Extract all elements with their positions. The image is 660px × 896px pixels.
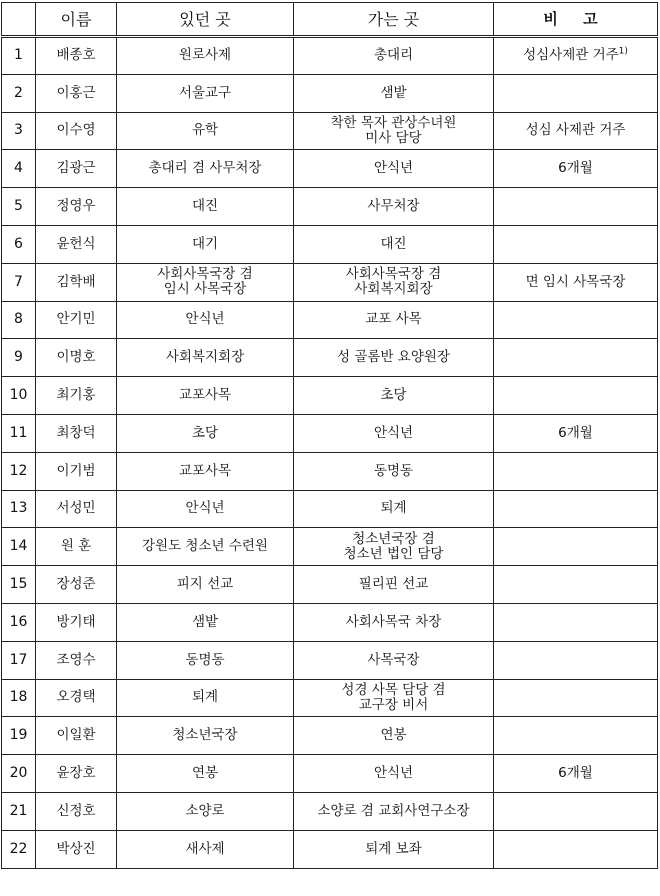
footnote-marker: 1) [618, 46, 628, 57]
previous-post-text: 피지 선교 [176, 576, 234, 593]
person-name [36, 37, 117, 75]
row-number [2, 452, 36, 490]
person-name-text: 박상진 [56, 840, 96, 857]
previous-post-text: 사회사목국장 겸 임시 사목국장 [157, 266, 253, 298]
previous-post [117, 528, 294, 566]
row-number-text: 5 [14, 198, 23, 215]
person-name [36, 150, 117, 188]
previous-post [117, 263, 294, 301]
new-post [294, 603, 494, 641]
new-post-text: 퇴계 [380, 500, 407, 517]
person-name [36, 414, 117, 452]
person-name-text: 오경택 [56, 689, 96, 706]
person-name-text: 이기범 [56, 462, 96, 479]
new-post [294, 112, 494, 150]
row-number-text: 7 [14, 273, 23, 290]
new-post-text: 교포 사목 [365, 311, 422, 328]
remarks [494, 792, 658, 830]
previous-post-text: 안식년 [185, 311, 225, 328]
row-number [2, 112, 36, 150]
remarks [494, 188, 658, 226]
row-number-text: 4 [14, 160, 23, 177]
remarks [494, 301, 658, 339]
row-number [2, 792, 36, 830]
row-number-text: 16 [9, 613, 28, 630]
person-name-text: 김학배 [56, 273, 96, 290]
row-number-text: 6 [14, 235, 23, 252]
new-post-text: 사무처장 [367, 198, 420, 215]
previous-post-text: 총대리 겸 사무처장 [148, 160, 262, 177]
header-row [2, 3, 658, 37]
previous-post-text: 교포사목 [178, 462, 232, 479]
person-name-text: 장성준 [56, 576, 96, 593]
previous-post-text: 사회복지회장 [165, 349, 245, 366]
person-name-text: 원 훈 [60, 538, 92, 555]
person-name-text: 방기태 [56, 613, 96, 630]
previous-post-text: 강원도 청소년 수련원 [142, 538, 268, 555]
person-name-text: 서성민 [56, 500, 96, 517]
person-name-text: 배종호 [56, 47, 96, 64]
new-post [294, 755, 494, 793]
row-number-text: 22 [9, 840, 28, 857]
remarks [494, 74, 658, 112]
previous-post [117, 566, 294, 604]
previous-post-text: 안식년 [185, 500, 225, 517]
row-number [2, 150, 36, 188]
person-name [36, 528, 117, 566]
row-number-text: 2 [14, 84, 23, 101]
row-number [2, 301, 36, 339]
table-row [2, 603, 658, 641]
remarks-text: 6개월 [558, 424, 593, 441]
new-post-text: 퇴계 보좌 [365, 840, 422, 857]
person-name-text: 윤헌식 [56, 235, 96, 252]
row-number-text: 8 [14, 311, 23, 328]
person-name [36, 188, 117, 226]
previous-post [117, 679, 294, 717]
previous-post [117, 603, 294, 641]
remarks [494, 755, 658, 793]
person-name [36, 263, 117, 301]
row-number [2, 528, 36, 566]
previous-post [117, 150, 294, 188]
previous-post-text: 대진 [191, 198, 219, 215]
remarks [494, 566, 658, 604]
new-post [294, 263, 494, 301]
new-post-text: 성 골롬반 요양원장 [337, 349, 450, 366]
previous-post [117, 830, 294, 868]
person-name [36, 377, 117, 415]
new-post [294, 74, 494, 112]
remarks [494, 641, 658, 679]
previous-post-text: 원로사제 [178, 47, 232, 64]
new-post-text: 총대리 [373, 47, 414, 64]
remarks [494, 528, 658, 566]
person-name-text: 신정호 [56, 802, 96, 819]
remarks-text: 6개월 [558, 160, 593, 177]
remarks [494, 112, 658, 150]
table-body [2, 37, 658, 869]
person-name-text: 최기홍 [56, 387, 96, 404]
row-number [2, 830, 36, 868]
new-post [294, 188, 494, 226]
person-name-text: 이홍근 [56, 84, 96, 101]
new-post-text: 초당 [380, 387, 407, 404]
table-row [2, 717, 658, 755]
person-name [36, 339, 117, 377]
person-name [36, 112, 117, 150]
new-post-text: 필리핀 선교 [358, 576, 429, 593]
new-post-text: 착한 목자 관상수녀원 미사 담당 [330, 114, 457, 146]
remarks [494, 377, 658, 415]
person-name-text: 김광근 [56, 160, 96, 177]
person-name [36, 566, 117, 604]
new-post [294, 301, 494, 339]
new-post [294, 641, 494, 679]
header-to: 가는 곳 [294, 3, 494, 37]
person-name [36, 74, 117, 112]
remarks-text: 6개월 [558, 765, 593, 782]
row-number-text: 17 [9, 651, 28, 668]
remarks [494, 37, 658, 75]
previous-post [117, 452, 294, 490]
row-number [2, 679, 36, 717]
new-post [294, 792, 494, 830]
new-post [294, 452, 494, 490]
previous-post [117, 188, 294, 226]
row-number-text: 10 [9, 387, 28, 404]
assignment-table [1, 2, 658, 869]
new-post [294, 414, 494, 452]
remarks [494, 150, 658, 188]
table-row [2, 679, 658, 717]
previous-post-text: 대기 [191, 235, 219, 252]
previous-post [117, 112, 294, 150]
remarks-text: 성심 사제관 거주 [525, 122, 626, 139]
remarks [494, 263, 658, 301]
table-row [2, 490, 658, 528]
previous-post [117, 301, 294, 339]
person-name-text: 이명호 [56, 349, 96, 366]
person-name [36, 225, 117, 263]
new-post-text: 안식년 [373, 424, 414, 441]
new-post-text: 연봉 [380, 727, 407, 744]
row-number [2, 377, 36, 415]
previous-post [117, 377, 294, 415]
table-row [2, 301, 658, 339]
previous-post [117, 339, 294, 377]
remarks [494, 414, 658, 452]
previous-post [117, 755, 294, 793]
new-post [294, 490, 494, 528]
new-post [294, 566, 494, 604]
new-post-text: 안식년 [373, 160, 414, 177]
new-post [294, 717, 494, 755]
remarks [494, 225, 658, 263]
new-post-text: 동명동 [373, 462, 414, 479]
previous-post-text: 유학 [191, 122, 219, 139]
row-number-text: 9 [14, 349, 23, 366]
new-post [294, 225, 494, 263]
table-row [2, 112, 658, 150]
person-name-text: 이수영 [56, 122, 96, 139]
table-row [2, 263, 658, 301]
row-number-text: 20 [9, 765, 28, 782]
previous-post [117, 641, 294, 679]
person-name [36, 755, 117, 793]
row-number-text: 11 [9, 424, 28, 441]
table-row [2, 641, 658, 679]
person-name [36, 679, 117, 717]
person-name [36, 641, 117, 679]
remarks-text: 성심사제관 거주 [523, 47, 619, 64]
new-post-text: 안식년 [373, 765, 414, 782]
new-post-text: 대진 [380, 235, 407, 252]
previous-post-text: 교포사목 [178, 387, 232, 404]
table-row [2, 339, 658, 377]
header-from: 있던 곳 [117, 3, 294, 37]
person-name-text: 정영우 [56, 198, 96, 215]
remarks [494, 830, 658, 868]
previous-post-text: 서울교구 [178, 84, 232, 101]
table-row [2, 37, 658, 75]
table-row [2, 566, 658, 604]
new-post-text: 사회사목국장 겸 사회복지회장 [345, 266, 442, 298]
row-number-text: 1 [14, 47, 23, 64]
new-post-text: 성경 사목 담당 겸 교구장 비서 [341, 681, 446, 713]
previous-post [117, 414, 294, 452]
row-number [2, 339, 36, 377]
new-post-text: 청소년국장 겸 청소년 법인 담당 [343, 530, 444, 562]
new-post [294, 830, 494, 868]
row-number [2, 188, 36, 226]
table-row [2, 792, 658, 830]
new-post [294, 528, 494, 566]
header-note: 비 고 [494, 3, 658, 37]
person-name-text: 안기민 [56, 311, 96, 328]
table-row [2, 528, 658, 566]
previous-post [117, 717, 294, 755]
table-row [2, 414, 658, 452]
remarks [494, 717, 658, 755]
person-name-text: 윤장호 [56, 765, 96, 782]
row-number-text: 14 [9, 538, 28, 555]
row-number-text: 19 [9, 727, 28, 744]
remarks [494, 339, 658, 377]
row-number-text: 21 [9, 802, 28, 819]
new-post-text: 사목국장 [367, 651, 420, 668]
new-post [294, 679, 494, 717]
previous-post [117, 225, 294, 263]
row-number-text: 18 [9, 689, 28, 706]
row-number-text: 15 [9, 576, 28, 593]
previous-post-text: 연봉 [191, 765, 219, 782]
remarks [494, 490, 658, 528]
previous-post-text: 퇴계 [191, 689, 219, 706]
previous-post-text: 소양로 [185, 802, 225, 819]
person-name [36, 603, 117, 641]
table-row [2, 830, 658, 868]
remarks-text: 면 임시 사목국장 [525, 273, 626, 290]
row-number [2, 263, 36, 301]
table-row [2, 74, 658, 112]
new-post [294, 339, 494, 377]
new-post [294, 150, 494, 188]
row-number [2, 37, 36, 75]
remarks [494, 603, 658, 641]
row-number [2, 225, 36, 263]
new-post-text: 샘밭 [380, 84, 407, 101]
previous-post [117, 37, 294, 75]
table-row [2, 225, 658, 263]
previous-post [117, 490, 294, 528]
row-number [2, 414, 36, 452]
remarks [494, 679, 658, 717]
row-number [2, 490, 36, 528]
table-row [2, 188, 658, 226]
table-row [2, 377, 658, 415]
previous-post-text: 샘밭 [191, 613, 219, 630]
person-name [36, 792, 117, 830]
table-row [2, 755, 658, 793]
row-number-text: 3 [14, 122, 23, 139]
previous-post-text: 초당 [191, 424, 219, 441]
table-row [2, 150, 658, 188]
row-number [2, 74, 36, 112]
previous-post-text: 동명동 [185, 651, 225, 668]
row-number [2, 641, 36, 679]
previous-post-text: 청소년국장 [172, 727, 238, 744]
previous-post [117, 792, 294, 830]
row-number [2, 755, 36, 793]
previous-post-text: 새사제 [185, 840, 225, 857]
new-post [294, 37, 494, 75]
row-number [2, 566, 36, 604]
table-header [2, 3, 658, 37]
person-name-text: 이일환 [56, 727, 96, 744]
row-number-text: 13 [9, 500, 28, 517]
row-number-text: 12 [9, 462, 28, 479]
previous-post [117, 74, 294, 112]
row-number [2, 603, 36, 641]
person-name [36, 452, 117, 490]
person-name [36, 301, 117, 339]
new-post-text: 소양로 겸 교회사연구소장 [317, 802, 470, 819]
header-number [2, 3, 36, 37]
person-name [36, 490, 117, 528]
person-name [36, 830, 117, 868]
table-row [2, 452, 658, 490]
person-name-text: 조영수 [56, 651, 96, 668]
remarks [494, 452, 658, 490]
row-number [2, 717, 36, 755]
person-name [36, 717, 117, 755]
new-post-text: 사회사목국 차장 [345, 613, 442, 630]
person-name-text: 최창덕 [56, 424, 96, 441]
header-name: 이름 [36, 3, 117, 37]
new-post [294, 377, 494, 415]
